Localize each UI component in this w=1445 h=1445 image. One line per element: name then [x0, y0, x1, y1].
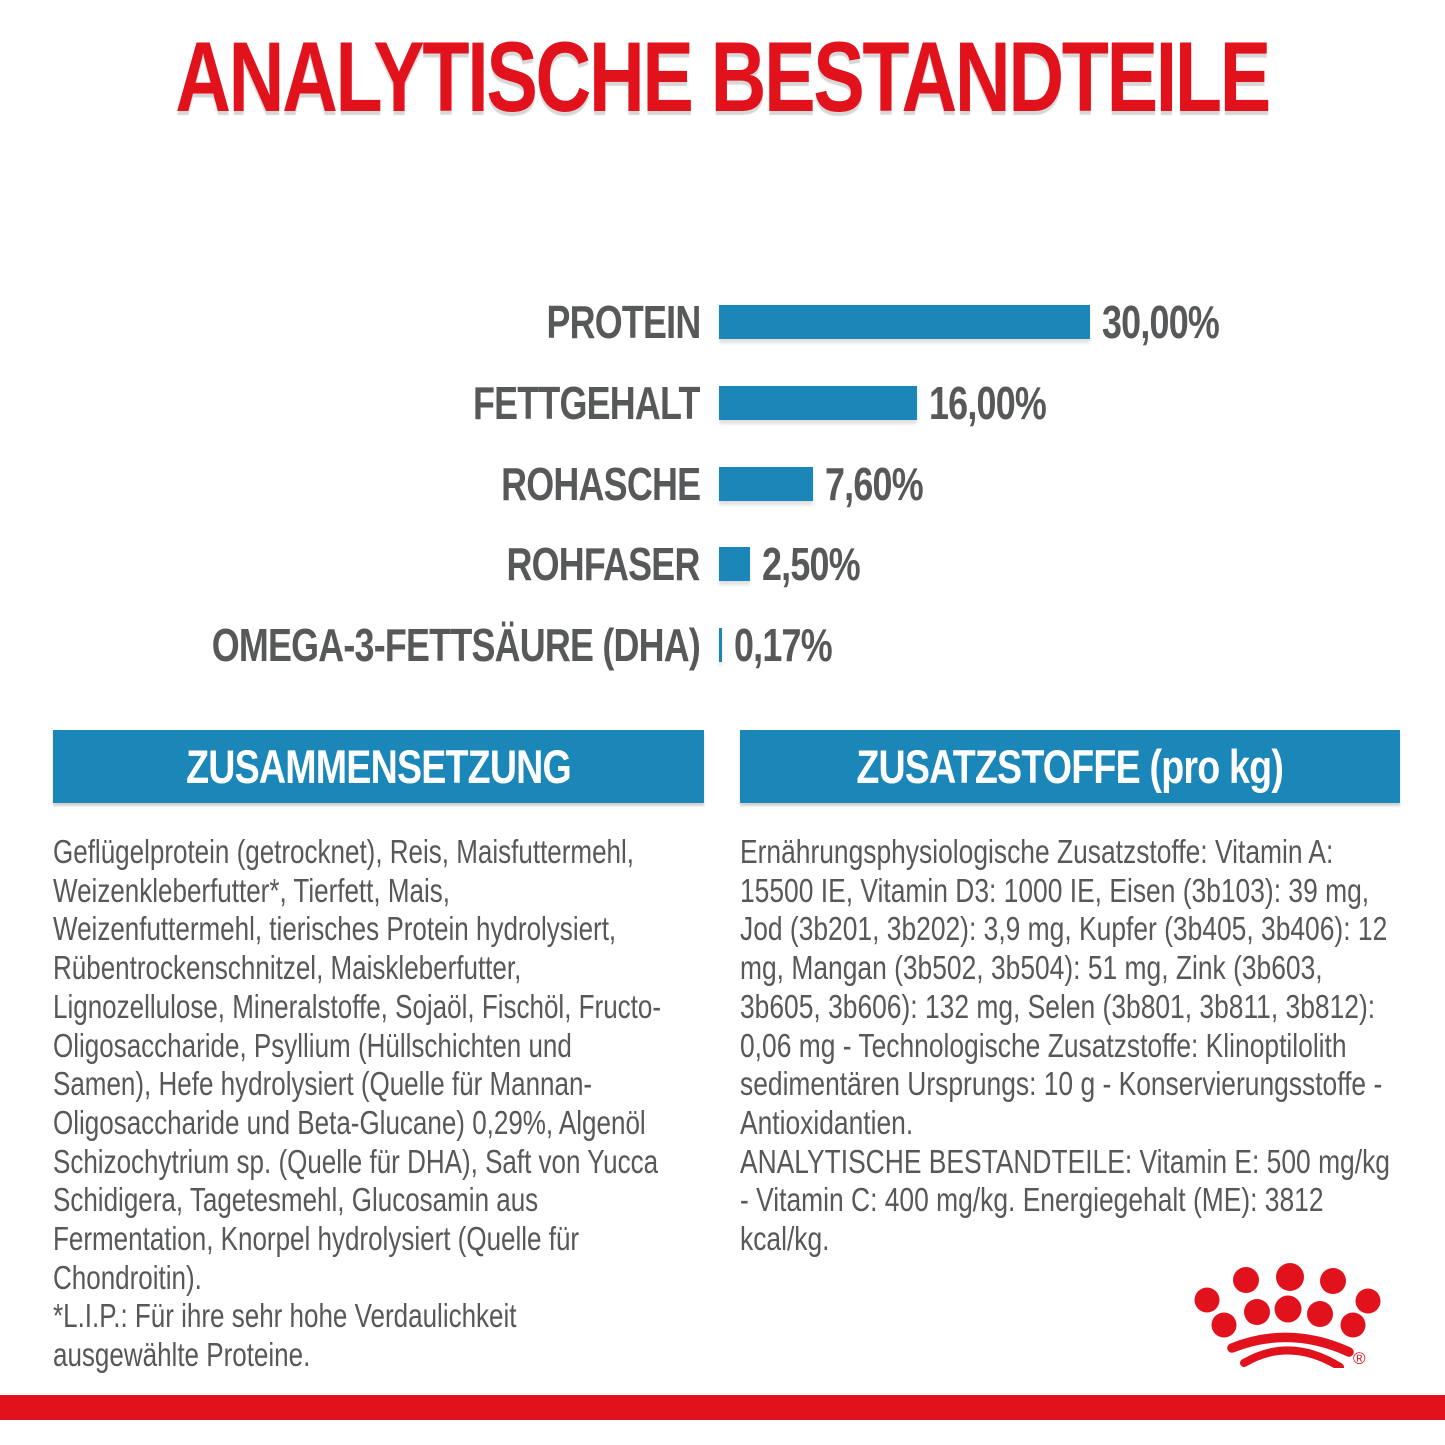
additives-header	[740, 730, 1400, 803]
chart-row	[0, 538, 1445, 591]
chart-value-label: 16,00%	[929, 376, 1047, 429]
composition-text	[53, 833, 664, 1375]
royal-canin-crown-logo	[1192, 1248, 1387, 1368]
chart-bar	[719, 628, 722, 662]
chart-value-label: 7,60%	[825, 457, 923, 510]
chart-category-label: ROHFASER	[506, 538, 700, 591]
chart-bar	[719, 547, 750, 581]
additives-text	[740, 833, 1392, 1259]
chart-row	[0, 296, 1445, 348]
chart-row	[0, 376, 1445, 429]
chart-category-label: PROTEIN	[545, 296, 700, 348]
crown-icon	[1192, 1248, 1387, 1368]
chart-value-label: 0,17%	[734, 619, 832, 671]
chart-value-label: 2,50%	[762, 538, 860, 591]
footer-red-stripe	[0, 1395, 1445, 1420]
body-paragraph: Geflügelprotein (getrocknet), Reis, Maisfuttermehl, Weizenkleberfutter*, Tierfett, Mais, Weizenfuttermehl, tierisches Protein hydrolysiert, Rübentrockenschnitzel, Maiskleberfutter, Lignozellulose, Mineralstoffe, Sojaöl, Fischöl, Fructo-Oligosaccharide, Psyllium (Hüllschichten und Samen), Hefe hydrolysiert (Quelle für Mannan-Oligosaccharide und Beta-Glucane) 0,29%, Algenöl Schizochytrium sp. (Quelle für DHA), Saft von Yucca Schidigera, Tagetesmehl, Glucosamin aus Fermentation, Knorpel hydrolysiert (Quelle für Chondroitin).	[53, 833, 662, 1296]
chart-bar	[719, 467, 813, 501]
body-paragraph: Ernährungsphysiologische Zusatzstoffe: Vitamin A: 15500 IE, Vitamin D3: 1000 IE, Eisen (3b103): 39 mg, Jod (3b201, 3b202): 3,9 mg, Kupfer (3b405, 3b406): 12 mg, Mangan (3b502, 3b504): 51 mg, Zink (3b603, 3b605, 3b606): 132 mg, Selen (3b801, 3b811, 3b812): 0,06 mg - Technologische Zusatzstoffe: Klinoptilolith sedimentären Ursprungs: 10 g - Konservierungsstoffe - Antioxidantien.	[740, 833, 1388, 1141]
chart-category-label: ROHASCHE	[500, 457, 700, 510]
composition-section	[53, 730, 704, 1375]
body-paragraph: ANALYTISCHE BESTANDTEILE: Vitamin E: 500 mg/kg - Vitamin C: 400 mg/kg. Energiegehalt (ME): 3812 kcal/kg.	[740, 1142, 1390, 1258]
body-paragraph: *L.I.P.: Für ihre sehr hohe Verdaulichkeit ausgewählte Proteine.	[53, 1297, 517, 1374]
chart-row	[0, 619, 1445, 671]
chart-bar	[719, 386, 917, 420]
composition-header-label: ZUSAMMENSETZUNG	[186, 740, 571, 793]
composition-body	[53, 833, 704, 1375]
additives-header-label: ZUSATZSTOFFE (pro kg)	[856, 740, 1284, 793]
chart-category-label: FETTGEHALT	[473, 376, 700, 429]
chart-category-label: OMEGA-3-FETTSÄURE (DHA)	[211, 619, 700, 671]
additives-section	[740, 730, 1400, 1259]
page-title: ANALYTISCHE BESTANDTEILE	[175, 21, 1270, 132]
chart-bar	[719, 305, 1090, 339]
composition-header	[53, 730, 704, 803]
chart-row	[0, 457, 1445, 510]
chart-value-label: 30,00%	[1102, 296, 1220, 348]
additives-body	[740, 833, 1400, 1259]
registered-mark: ®	[1353, 1349, 1366, 1368]
